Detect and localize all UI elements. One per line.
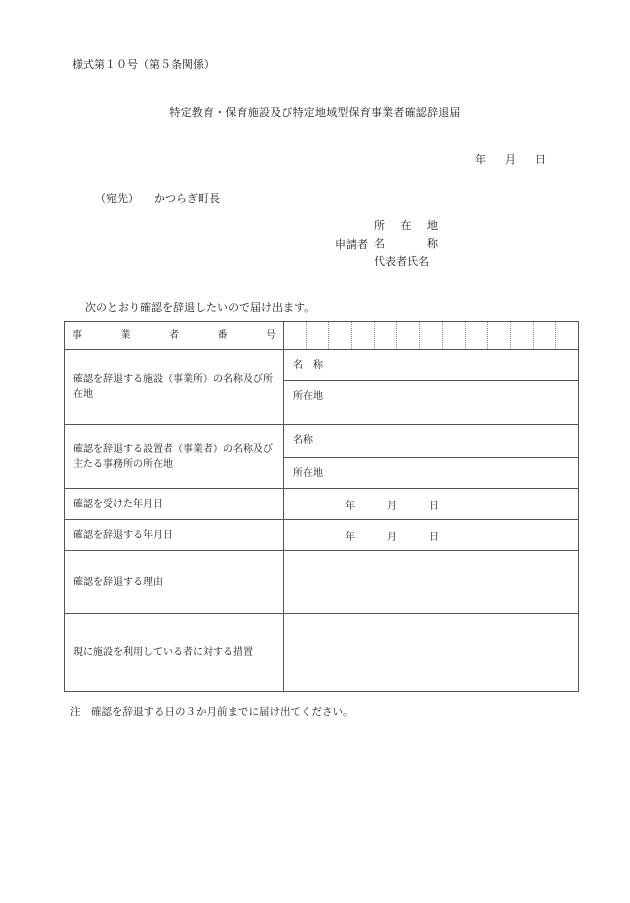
table-row-confirmation-date <box>65 489 578 520</box>
digit-box[interactable] <box>511 322 534 349</box>
table-row-operator <box>65 425 578 489</box>
confirmation-date-field[interactable] <box>284 489 578 519</box>
measures-field[interactable] <box>284 614 578 691</box>
document-title: 特定教育・保育施設及び特定地域型保育事業者確認辞退届 <box>169 107 461 119</box>
digit-box[interactable] <box>466 322 489 349</box>
digit-box[interactable] <box>397 322 420 349</box>
addressee-prefix: （宛先） <box>95 193 139 205</box>
addressee-name: かつらぎ町長 <box>154 193 220 205</box>
reason-field[interactable] <box>284 551 578 613</box>
applicant-block <box>335 217 438 271</box>
applicant-representative-label: 代表者氏名 <box>374 256 429 268</box>
digit-box[interactable] <box>556 322 578 349</box>
date-year-label: 年 <box>475 154 486 166</box>
operator-location-field[interactable]: 所在地 <box>293 468 323 479</box>
facility-location-field[interactable]: 所在地 <box>293 391 323 402</box>
business-number-boxes <box>284 322 578 349</box>
applicant-address-label: 所 在 地 <box>374 220 438 232</box>
table-row-reason <box>65 551 578 614</box>
digit-box[interactable] <box>443 322 466 349</box>
year-label: 年 <box>345 500 355 512</box>
digit-box[interactable] <box>284 322 307 349</box>
operator-row-label: 確認を辞退する設置者（事業者）の名称及び主たる事務所の所在地 <box>65 425 284 488</box>
applicant-label: 申請者 <box>335 239 368 251</box>
measures-label: 現に施設を利用している者に対する措置 <box>65 614 284 691</box>
intro-sentence: 次のとおり確認を辞退したいので届け出ます。 <box>85 302 316 314</box>
digit-box[interactable] <box>534 322 557 349</box>
date-month-label: 月 <box>505 154 516 166</box>
facility-name-field[interactable]: 名 称 <box>284 350 578 381</box>
confirmation-date-label: 確認を受けた年月日 <box>65 489 284 519</box>
table-row-measures <box>65 614 578 691</box>
reason-label: 確認を辞退する理由 <box>65 551 284 613</box>
applicant-fields <box>374 217 438 271</box>
date-day-label: 日 <box>535 154 546 166</box>
withdrawal-date-label: 確認を辞退する年月日 <box>65 520 284 550</box>
applicant-name-label: 名 称 <box>374 238 438 250</box>
footnote: 注 確認を辞退する日の３か月前までに届け出てください。 <box>70 707 354 718</box>
digit-box[interactable] <box>352 322 375 349</box>
table-row-business-number <box>65 322 578 350</box>
table-row-facility <box>65 350 578 425</box>
business-number-label: 事 業 者 番 号 <box>65 322 284 349</box>
digit-box[interactable] <box>307 322 330 349</box>
form-number: 様式第１０号（第５条関係） <box>72 59 215 71</box>
digit-box[interactable] <box>488 322 511 349</box>
month-label: 月 <box>387 500 397 512</box>
addressee-line <box>95 190 220 206</box>
digit-box[interactable] <box>375 322 398 349</box>
month-label: 月 <box>387 531 397 543</box>
withdrawal-date-field[interactable] <box>284 520 578 550</box>
submission-date-line <box>475 151 546 167</box>
digit-box[interactable] <box>420 322 443 349</box>
form-table <box>64 321 579 692</box>
operator-name-field[interactable]: 名称 <box>284 425 578 458</box>
table-row-withdrawal-date <box>65 520 578 551</box>
year-label: 年 <box>345 531 355 543</box>
day-label: 日 <box>429 500 439 512</box>
facility-row-label: 確認を辞退する施設（事業所）の名称及び所在地 <box>65 350 284 424</box>
day-label: 日 <box>429 531 439 543</box>
digit-box[interactable] <box>329 322 352 349</box>
